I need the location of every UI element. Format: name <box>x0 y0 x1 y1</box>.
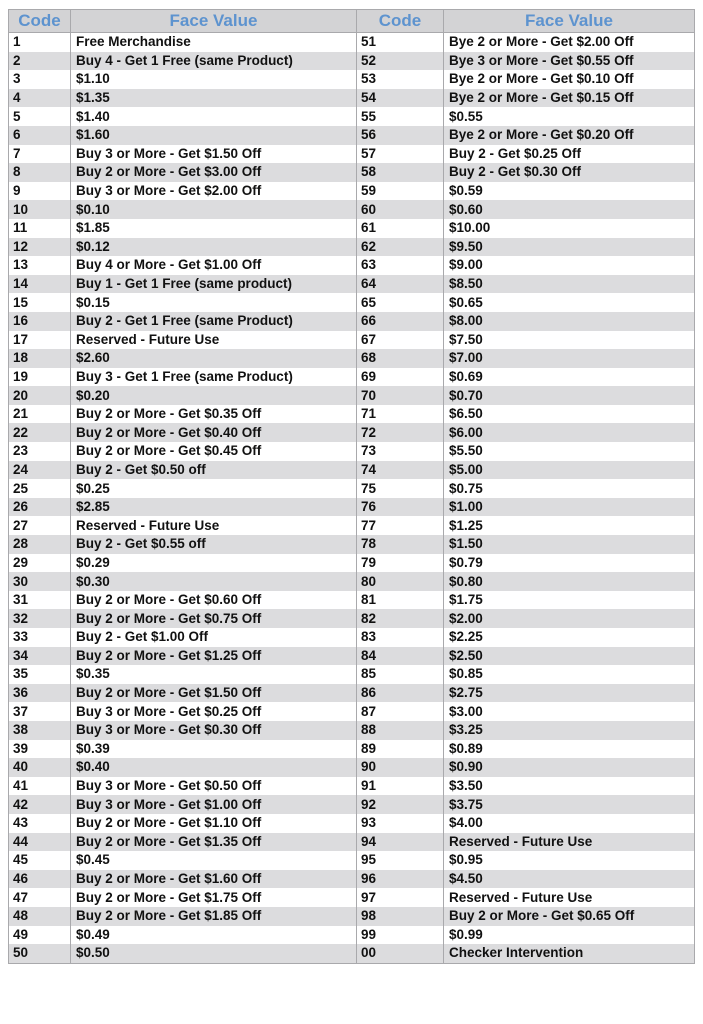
code-left-cell: 32 <box>9 609 71 628</box>
code-right-cell: 77 <box>357 516 444 535</box>
face-value-right-cell: $0.95 <box>444 851 695 870</box>
face-value-left-cell: $0.12 <box>71 238 357 257</box>
face-value-right-cell: $8.50 <box>444 275 695 294</box>
code-right-cell: 86 <box>357 684 444 703</box>
face-value-left-cell: Buy 3 or More - Get $0.50 Off <box>71 777 357 796</box>
face-value-right-cell: $0.75 <box>444 479 695 498</box>
face-value-left-cell: $0.40 <box>71 758 357 777</box>
face-value-right-cell: Buy 2 - Get $0.30 Off <box>444 163 695 182</box>
face-value-right-cell: $7.50 <box>444 331 695 350</box>
code-right-cell: 93 <box>357 814 444 833</box>
code-left-cell: 35 <box>9 665 71 684</box>
face-value-left-cell: $0.10 <box>71 200 357 219</box>
face-value-left-cell: Buy 2 or More - Get $1.60 Off <box>71 870 357 889</box>
face-value-right-cell: $1.50 <box>444 535 695 554</box>
code-right-cell: 87 <box>357 702 444 721</box>
code-left-cell: 3 <box>9 70 71 89</box>
face-value-left-cell: $2.85 <box>71 498 357 517</box>
face-value-left-cell: Buy 2 or More - Get $0.60 Off <box>71 591 357 610</box>
code-left-cell: 14 <box>9 275 71 294</box>
code-right-cell: 79 <box>357 554 444 573</box>
code-right-cell: 76 <box>357 498 444 517</box>
code-left-cell: 31 <box>9 591 71 610</box>
table-row <box>9 888 695 907</box>
table-row <box>9 758 695 777</box>
face-value-right-cell: $6.50 <box>444 405 695 424</box>
code-right-cell: 78 <box>357 535 444 554</box>
face-value-right-cell: $10.00 <box>444 219 695 238</box>
face-value-right-cell: $0.65 <box>444 293 695 312</box>
code-right-cell: 72 <box>357 423 444 442</box>
code-left-cell: 24 <box>9 461 71 480</box>
face-value-right-cell: $5.50 <box>444 442 695 461</box>
table-row <box>9 721 695 740</box>
code-left-cell: 33 <box>9 628 71 647</box>
code-right-cell: 51 <box>357 33 444 52</box>
code-right-cell: 85 <box>357 665 444 684</box>
code-right-cell: 91 <box>357 777 444 796</box>
table-row <box>9 312 695 331</box>
face-value-left-cell: Buy 2 or More - Get $0.45 Off <box>71 442 357 461</box>
face-value-right-cell: $4.50 <box>444 870 695 889</box>
code-right-cell: 54 <box>357 89 444 108</box>
face-value-right-cell: $1.00 <box>444 498 695 517</box>
face-value-right-cell: $5.00 <box>444 461 695 480</box>
code-left-cell: 15 <box>9 293 71 312</box>
face-value-left-cell: Buy 3 or More - Get $0.25 Off <box>71 702 357 721</box>
table-row <box>9 684 695 703</box>
face-value-right-cell: Buy 2 - Get $0.25 Off <box>444 145 695 164</box>
face-value-left-cell: Buy 1 - Get 1 Free (same product) <box>71 275 357 294</box>
code-left-cell: 23 <box>9 442 71 461</box>
face-value-left-cell: Free Merchandise <box>71 33 357 52</box>
table-row <box>9 498 695 517</box>
face-value-left-cell: $1.60 <box>71 126 357 145</box>
face-value-left-cell: $0.15 <box>71 293 357 312</box>
face-value-right-cell: $4.00 <box>444 814 695 833</box>
face-value-left-cell: $0.45 <box>71 851 357 870</box>
table-body <box>9 33 695 964</box>
code-right-cell: 98 <box>357 907 444 926</box>
table-row <box>9 256 695 275</box>
header-face-value-right: Face Value <box>444 10 695 33</box>
face-value-left-cell: $0.20 <box>71 386 357 405</box>
code-right-cell: 92 <box>357 795 444 814</box>
face-value-left-cell: Buy 2 or More - Get $0.35 Off <box>71 405 357 424</box>
face-value-right-cell: $9.00 <box>444 256 695 275</box>
face-value-left-cell: Buy 4 or More - Get $1.00 Off <box>71 256 357 275</box>
code-right-cell: 57 <box>357 145 444 164</box>
code-right-cell: 53 <box>357 70 444 89</box>
coupon-code-table-container <box>8 9 694 964</box>
table-row <box>9 238 695 257</box>
face-value-left-cell: Buy 3 or More - Get $0.30 Off <box>71 721 357 740</box>
face-value-right-cell: $0.90 <box>444 758 695 777</box>
table-row <box>9 163 695 182</box>
table-row <box>9 851 695 870</box>
code-right-cell: 59 <box>357 182 444 201</box>
code-left-cell: 29 <box>9 554 71 573</box>
face-value-right-cell: $3.50 <box>444 777 695 796</box>
face-value-right-cell: $6.00 <box>444 423 695 442</box>
code-right-cell: 74 <box>357 461 444 480</box>
code-left-cell: 21 <box>9 405 71 424</box>
face-value-left-cell: Buy 3 - Get 1 Free (same Product) <box>71 368 357 387</box>
face-value-left-cell: $0.29 <box>71 554 357 573</box>
face-value-left-cell: $0.50 <box>71 944 357 963</box>
code-right-cell: 61 <box>357 219 444 238</box>
table-row <box>9 535 695 554</box>
face-value-left-cell: Buy 2 or More - Get $1.50 Off <box>71 684 357 703</box>
code-left-cell: 37 <box>9 702 71 721</box>
face-value-right-cell: $2.50 <box>444 647 695 666</box>
face-value-right-cell: Bye 3 or More - Get $0.55 Off <box>444 52 695 71</box>
table-row <box>9 572 695 591</box>
table-row <box>9 461 695 480</box>
code-right-cell: 68 <box>357 349 444 368</box>
header-code-right: Code <box>357 10 444 33</box>
face-value-left-cell: Buy 4 - Get 1 Free (same Product) <box>71 52 357 71</box>
code-left-cell: 8 <box>9 163 71 182</box>
face-value-right-cell: $2.75 <box>444 684 695 703</box>
header-face-value-left: Face Value <box>71 10 357 33</box>
code-right-cell: 80 <box>357 572 444 591</box>
code-left-cell: 41 <box>9 777 71 796</box>
face-value-right-cell: $9.50 <box>444 238 695 257</box>
code-right-cell: 94 <box>357 833 444 852</box>
table-row <box>9 591 695 610</box>
table-row <box>9 740 695 759</box>
code-right-cell: 63 <box>357 256 444 275</box>
face-value-left-cell: Buy 2 - Get $1.00 Off <box>71 628 357 647</box>
code-left-cell: 45 <box>9 851 71 870</box>
table-row <box>9 70 695 89</box>
table-row <box>9 368 695 387</box>
code-left-cell: 48 <box>9 907 71 926</box>
code-left-cell: 42 <box>9 795 71 814</box>
face-value-left-cell: Reserved - Future Use <box>71 331 357 350</box>
code-right-cell: 00 <box>357 944 444 963</box>
table-row <box>9 777 695 796</box>
code-left-cell: 22 <box>9 423 71 442</box>
code-left-cell: 43 <box>9 814 71 833</box>
code-left-cell: 38 <box>9 721 71 740</box>
code-right-cell: 65 <box>357 293 444 312</box>
code-left-cell: 10 <box>9 200 71 219</box>
code-right-cell: 83 <box>357 628 444 647</box>
code-left-cell: 36 <box>9 684 71 703</box>
face-value-right-cell: Bye 2 or More - Get $0.20 Off <box>444 126 695 145</box>
face-value-right-cell: $3.00 <box>444 702 695 721</box>
code-left-cell: 25 <box>9 479 71 498</box>
face-value-right-cell: Bye 2 or More - Get $0.15 Off <box>444 89 695 108</box>
face-value-right-cell: $0.70 <box>444 386 695 405</box>
face-value-right-cell: $0.59 <box>444 182 695 201</box>
face-value-left-cell: Buy 2 or More - Get $1.75 Off <box>71 888 357 907</box>
face-value-right-cell: $0.85 <box>444 665 695 684</box>
table-row <box>9 795 695 814</box>
code-left-cell: 27 <box>9 516 71 535</box>
code-left-cell: 11 <box>9 219 71 238</box>
face-value-right-cell: $0.60 <box>444 200 695 219</box>
code-left-cell: 39 <box>9 740 71 759</box>
table-header <box>9 10 695 33</box>
header-code-left: Code <box>9 10 71 33</box>
code-left-cell: 16 <box>9 312 71 331</box>
table-row <box>9 609 695 628</box>
table-row <box>9 145 695 164</box>
face-value-right-cell: $7.00 <box>444 349 695 368</box>
code-left-cell: 6 <box>9 126 71 145</box>
code-right-cell: 70 <box>357 386 444 405</box>
code-right-cell: 82 <box>357 609 444 628</box>
code-left-cell: 20 <box>9 386 71 405</box>
face-value-left-cell: Buy 2 or More - Get $3.00 Off <box>71 163 357 182</box>
face-value-left-cell: Buy 2 - Get 1 Free (same Product) <box>71 312 357 331</box>
table-row <box>9 126 695 145</box>
face-value-left-cell: $0.39 <box>71 740 357 759</box>
table-row <box>9 405 695 424</box>
code-left-cell: 46 <box>9 870 71 889</box>
face-value-left-cell: Buy 2 - Get $0.50 off <box>71 461 357 480</box>
code-left-cell: 28 <box>9 535 71 554</box>
table-row <box>9 479 695 498</box>
code-left-cell: 40 <box>9 758 71 777</box>
table-row <box>9 349 695 368</box>
face-value-right-cell: $2.25 <box>444 628 695 647</box>
face-value-left-cell: $1.35 <box>71 89 357 108</box>
face-value-right-cell: $0.55 <box>444 107 695 126</box>
table-row <box>9 554 695 573</box>
face-value-right-cell: Bye 2 or More - Get $2.00 Off <box>444 33 695 52</box>
code-right-cell: 64 <box>357 275 444 294</box>
code-right-cell: 84 <box>357 647 444 666</box>
face-value-left-cell: $0.49 <box>71 926 357 945</box>
code-left-cell: 47 <box>9 888 71 907</box>
face-value-left-cell: $1.85 <box>71 219 357 238</box>
face-value-left-cell: Buy 2 - Get $0.55 off <box>71 535 357 554</box>
code-right-cell: 90 <box>357 758 444 777</box>
code-left-cell: 7 <box>9 145 71 164</box>
code-left-cell: 17 <box>9 331 71 350</box>
header-row <box>9 10 695 33</box>
code-left-cell: 49 <box>9 926 71 945</box>
code-right-cell: 66 <box>357 312 444 331</box>
table-row <box>9 423 695 442</box>
code-right-cell: 97 <box>357 888 444 907</box>
face-value-right-cell: $8.00 <box>444 312 695 331</box>
code-left-cell: 5 <box>9 107 71 126</box>
code-left-cell: 2 <box>9 52 71 71</box>
code-right-cell: 52 <box>357 52 444 71</box>
table-row <box>9 516 695 535</box>
table-row <box>9 275 695 294</box>
face-value-left-cell: Buy 2 or More - Get $0.40 Off <box>71 423 357 442</box>
face-value-left-cell: $1.40 <box>71 107 357 126</box>
code-left-cell: 19 <box>9 368 71 387</box>
face-value-left-cell: $0.35 <box>71 665 357 684</box>
table-row <box>9 628 695 647</box>
face-value-left-cell: Buy 3 or More - Get $1.50 Off <box>71 145 357 164</box>
table-row <box>9 219 695 238</box>
face-value-right-cell: $3.75 <box>444 795 695 814</box>
code-left-cell: 9 <box>9 182 71 201</box>
face-value-left-cell: Buy 2 or More - Get $0.75 Off <box>71 609 357 628</box>
code-right-cell: 69 <box>357 368 444 387</box>
table-row <box>9 833 695 852</box>
table-row <box>9 33 695 52</box>
code-right-cell: 73 <box>357 442 444 461</box>
table-row <box>9 386 695 405</box>
code-left-cell: 1 <box>9 33 71 52</box>
code-left-cell: 26 <box>9 498 71 517</box>
code-left-cell: 12 <box>9 238 71 257</box>
face-value-right-cell: Bye 2 or More - Get $0.10 Off <box>444 70 695 89</box>
face-value-right-cell: $0.89 <box>444 740 695 759</box>
table-row <box>9 107 695 126</box>
face-value-left-cell: Reserved - Future Use <box>71 516 357 535</box>
code-right-cell: 99 <box>357 926 444 945</box>
code-left-cell: 4 <box>9 89 71 108</box>
table-row <box>9 944 695 963</box>
code-right-cell: 56 <box>357 126 444 145</box>
code-right-cell: 71 <box>357 405 444 424</box>
table-row <box>9 89 695 108</box>
face-value-right-cell: $0.80 <box>444 572 695 591</box>
table-row <box>9 182 695 201</box>
face-value-right-cell: Checker Intervention <box>444 944 695 963</box>
code-right-cell: 60 <box>357 200 444 219</box>
face-value-left-cell: Buy 3 or More - Get $1.00 Off <box>71 795 357 814</box>
table-row <box>9 907 695 926</box>
face-value-left-cell: Buy 2 or More - Get $1.35 Off <box>71 833 357 852</box>
code-left-cell: 50 <box>9 944 71 963</box>
face-value-left-cell: $0.25 <box>71 479 357 498</box>
code-right-cell: 62 <box>357 238 444 257</box>
face-value-right-cell: $0.79 <box>444 554 695 573</box>
code-left-cell: 44 <box>9 833 71 852</box>
code-right-cell: 89 <box>357 740 444 759</box>
code-right-cell: 96 <box>357 870 444 889</box>
code-right-cell: 95 <box>357 851 444 870</box>
face-value-left-cell: Buy 3 or More - Get $2.00 Off <box>71 182 357 201</box>
table-row <box>9 293 695 312</box>
face-value-right-cell: Reserved - Future Use <box>444 888 695 907</box>
face-value-right-cell: $1.25 <box>444 516 695 535</box>
face-value-right-cell: $2.00 <box>444 609 695 628</box>
face-value-right-cell: Buy 2 or More - Get $0.65 Off <box>444 907 695 926</box>
code-right-cell: 67 <box>357 331 444 350</box>
coupon-code-table <box>8 9 695 964</box>
face-value-right-cell: $0.99 <box>444 926 695 945</box>
code-left-cell: 13 <box>9 256 71 275</box>
face-value-right-cell: $0.69 <box>444 368 695 387</box>
face-value-left-cell: Buy 2 or More - Get $1.25 Off <box>71 647 357 666</box>
code-right-cell: 88 <box>357 721 444 740</box>
face-value-left-cell: $2.60 <box>71 349 357 368</box>
table-row <box>9 52 695 71</box>
code-left-cell: 18 <box>9 349 71 368</box>
face-value-right-cell: $3.25 <box>444 721 695 740</box>
table-row <box>9 665 695 684</box>
code-right-cell: 55 <box>357 107 444 126</box>
table-row <box>9 702 695 721</box>
table-row <box>9 926 695 945</box>
code-left-cell: 30 <box>9 572 71 591</box>
face-value-left-cell: $0.30 <box>71 572 357 591</box>
face-value-left-cell: Buy 2 or More - Get $1.10 Off <box>71 814 357 833</box>
face-value-right-cell: $1.75 <box>444 591 695 610</box>
code-right-cell: 81 <box>357 591 444 610</box>
table-row <box>9 200 695 219</box>
face-value-left-cell: $1.10 <box>71 70 357 89</box>
code-left-cell: 34 <box>9 647 71 666</box>
face-value-right-cell: Reserved - Future Use <box>444 833 695 852</box>
code-right-cell: 58 <box>357 163 444 182</box>
code-right-cell: 75 <box>357 479 444 498</box>
table-row <box>9 331 695 350</box>
table-row <box>9 442 695 461</box>
face-value-left-cell: Buy 2 or More - Get $1.85 Off <box>71 907 357 926</box>
table-row <box>9 814 695 833</box>
table-row <box>9 870 695 889</box>
table-row <box>9 647 695 666</box>
